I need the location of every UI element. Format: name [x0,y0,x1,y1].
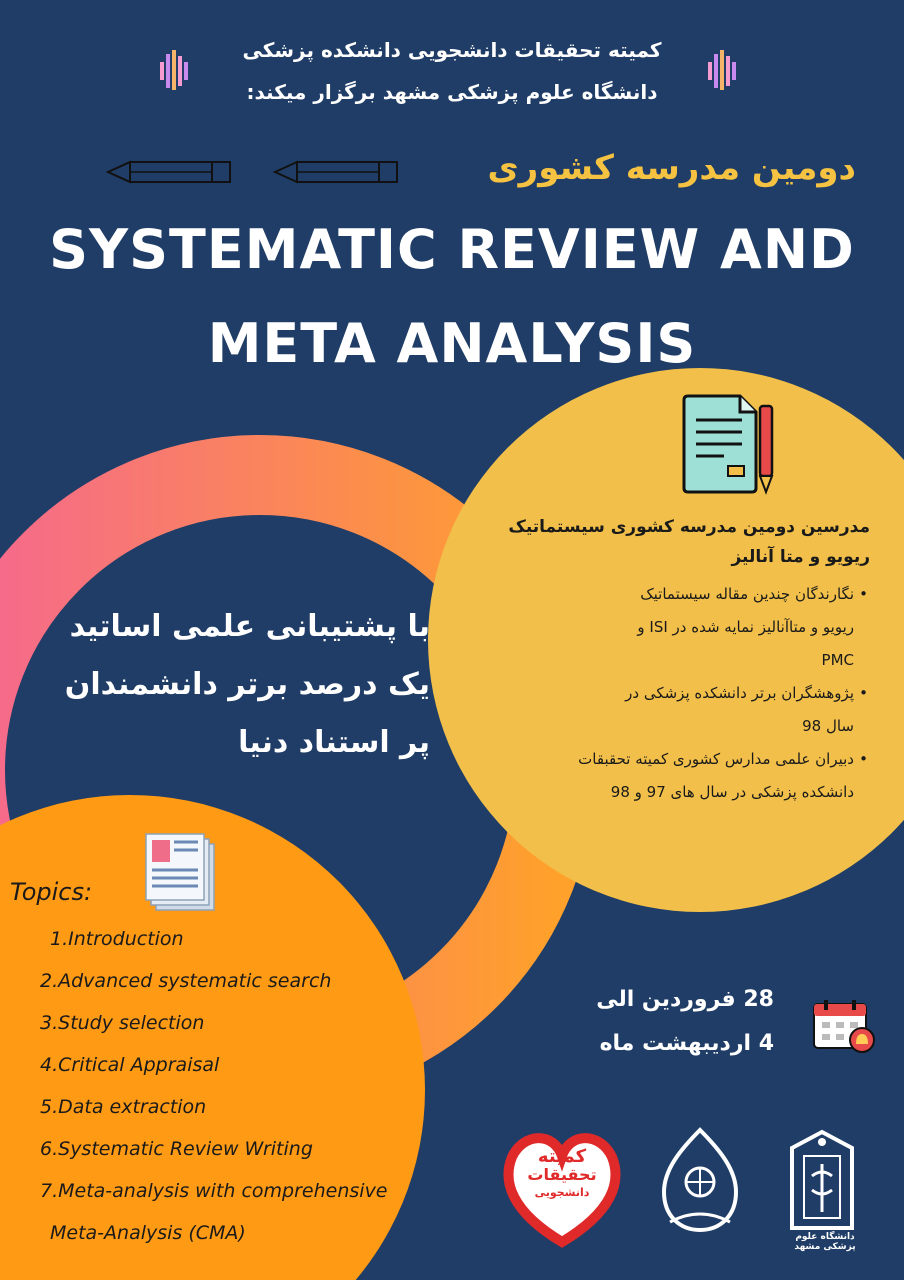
topics-section [10,878,388,1254]
university-logo-caption: دانشگاه علوم پزشکی مشهد [794,1232,856,1252]
date-line-2: 4 اردیبهشت ماه [599,1031,774,1056]
teacher-item [486,578,854,677]
event-date [596,978,774,1066]
teacher-item [486,743,854,809]
teachers-section [486,512,870,809]
teacher-item-line: • دبیران علمی مدارس کشوری کمیته تحقبقات [578,750,854,768]
committee-logo-line: کمیته [537,1146,587,1167]
teacher-item-line: PMC [821,651,854,669]
calendar-icon [814,1000,874,1052]
topic-item: 5.Data extraction [40,1096,207,1118]
support-line-1: با پشتیبانی علمی اساتید [69,609,430,644]
committee-logo-line: تحقیقات [527,1165,597,1184]
support-line-2: یک درصد برتر دانشمندان [64,667,430,702]
topic-item: 4.Critical Appraisal [40,1054,220,1076]
date-line-1: 28 فروردین الی [596,987,774,1012]
committee-logo-text [522,1148,602,1202]
teacher-item [486,677,854,743]
pencil-icon [108,162,230,182]
topic-item: 6.Systematic Review Writing [40,1138,313,1160]
teacher-item-line: • نگارندگان چندین مقاله سیستماتیک [640,585,854,603]
main-title-line-2: META ANALYSIS [207,312,697,375]
topic-item: 3.Study selection [40,1012,205,1034]
teachers-list [486,578,870,809]
teachers-heading-1: مدرسین دومین مدرسه کشوری سیستماتیک [508,517,870,537]
committee-logo-line: دانشجویی [534,1186,590,1199]
scientific-support-text [30,598,430,772]
main-title-line-1: SYSTEMATIC REVIEW AND [49,218,855,281]
topics-list [10,918,388,1254]
topics-title: Topics: [10,878,93,906]
event-subtitle: دومین مدرسه کشوری [487,148,856,188]
teacher-item-line: سال 98 [802,717,854,735]
teacher-item-line: • پژوهشگران برتر دانشکده پزشکی در [625,684,854,702]
organizer-line-1: کمیته تحقیقات دانشجویی دانشکده پزشکی [242,38,662,62]
teachers-heading-2: ریویو و متا آنالیز [731,547,870,567]
organizer-line-2: دانشگاه علوم پزشکی مشهد برگزار میکند: [246,80,658,104]
university-logo [792,1132,852,1228]
faculty-emblem-logo [664,1130,736,1230]
topic-item: 7.Meta-analysis with comprehensive [40,1180,388,1202]
topic-item: Meta-Analysis (CMA) [50,1222,246,1244]
topic-item: 1.Introduction [50,928,184,950]
teacher-item-line: دانشکده پزشکی در سال های 97 و 98 [610,783,854,801]
pencil-icon [275,162,397,182]
support-line-3: پر استناد دنیا [238,725,430,760]
teacher-item-line: ریویو و متاآنالیز نمایه شده در ISI و [637,618,854,636]
topic-item: 2.Advanced systematic search [40,970,332,992]
